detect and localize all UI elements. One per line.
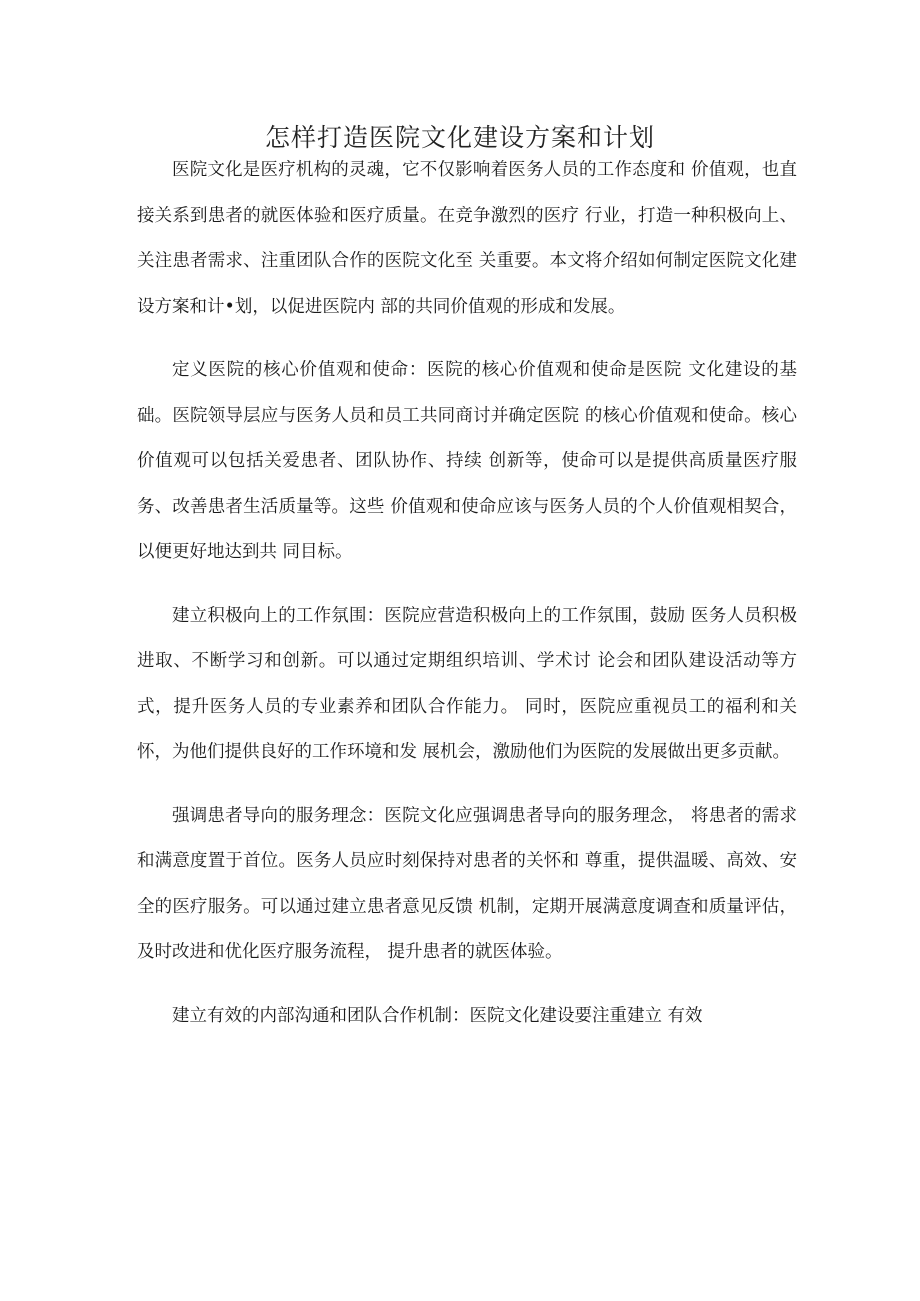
paragraph-internal-communication: 建立有效的内部沟通和团队合作机制：医院文化建设要注重建立 有效 [172, 1005, 703, 1026]
paragraph-intro: 医院文化是医疗机构的灵魂，它不仅影响着医务人员的工作态度和 价值观，也直接关系到患者的就医体验和医疗质量。在竞争激烈的医疗 行业，打造一种积极向上、关注患者需求、注重团队合作的医院文化至 关重要。本文将介绍如何制定医院文化建设方案和计•划，以促进医院内 部的共同价值观的形成和发展。 [137, 160, 797, 317]
paragraph-patient-service: 强调患者导向的服务理念：医院文化应强调患者导向的服务理念， 将患者的需求和满意度置于首位。医务人员应时刻保持对患者的关怀和 尊重，提供温暖、高效、安全的医疗服务。可以通过建立患者意见反馈 机制，定期开展满意度调查和质量评估，及时改进和优化医疗服务流程， 提升患者的就医体验。 [137, 805, 797, 962]
paragraph-work-atmosphere: 建立积极向上的工作氛围：医院应营造积极向上的工作氛围，鼓励 医务人员积极进取、不断学习和创新。可以通过定期组织培训、学术讨 论会和团队建设活动等方式，提升医务人员的专业素养和团队合作能力。 同时，医院应重视员工的福利和关怀，为他们提供良好的工作环境和发 展机会，激励他们为医院的发展做出更多贡献。 [137, 605, 797, 762]
document-body [137, 148, 797, 1039]
paragraph-core-values: 定义医院的核心价值观和使命：医院的核心价值观和使命是医院 文化建设的基础。医院领导层应与医务人员和员工共同商讨并确定医院 的核心价值观和使命。核心价值观可以包括关爱患者、团队协作、持续 创新等，使命可以是提供高质量医疗服务、改善患者生活质量等。这些 价值观和使命应该与医务人员的个人价值观相契合，以便更好地达到共 同目标。 [137, 360, 797, 562]
document-title: 怎样打造医院文化建设方案和计划 [264, 123, 655, 152]
